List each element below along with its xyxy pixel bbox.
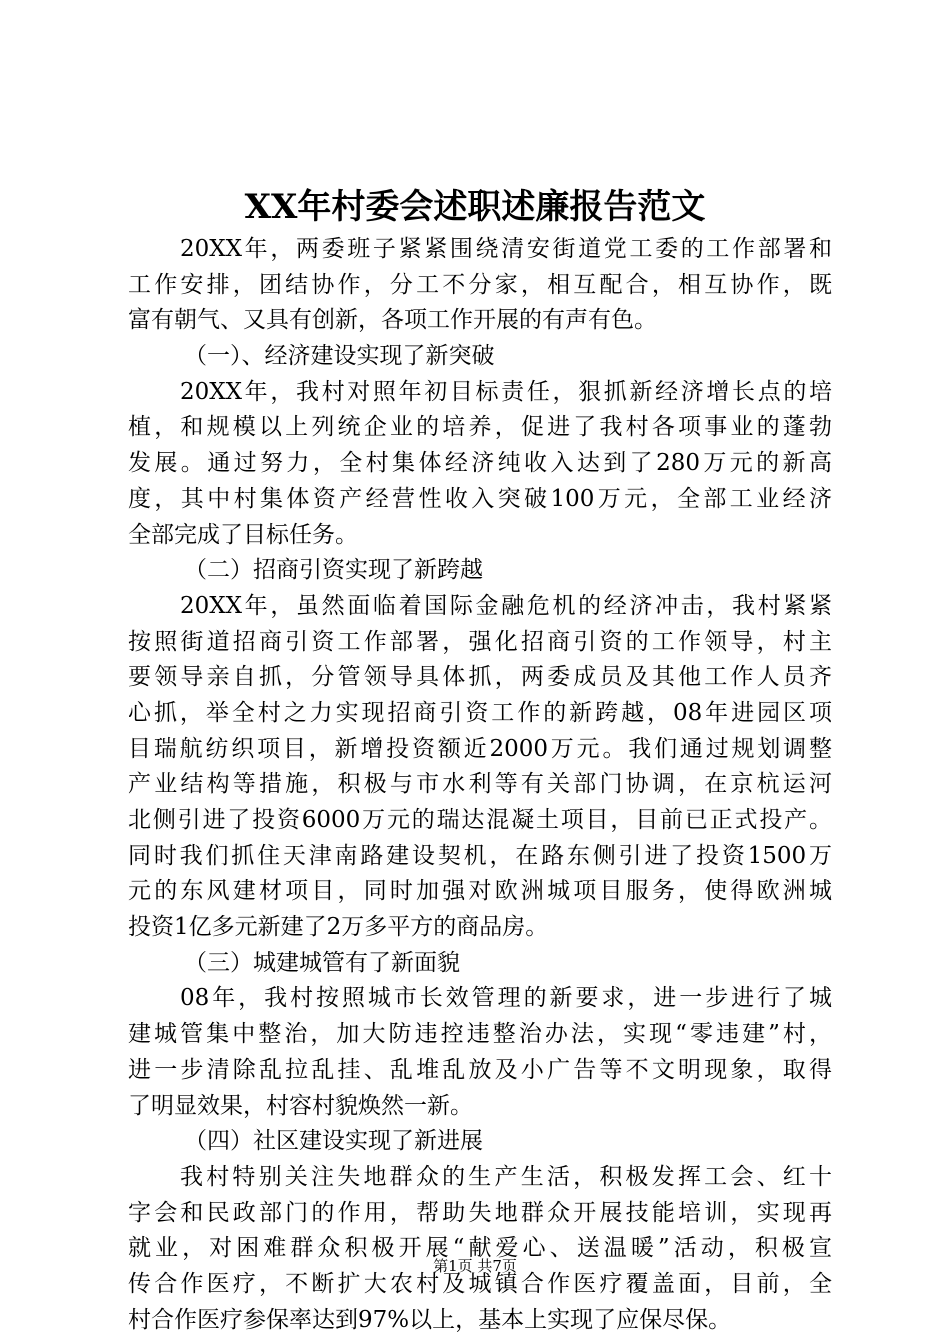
paragraph-line: 村合作医疗参保率达到97%以上，基本上实现了应保尽保。 <box>128 1306 732 1333</box>
paragraph-line: 北侧引进了投资6000万元的瑞达混凝土项目，目前已正式投产。 <box>128 807 832 833</box>
paragraph-line: 富有朝气、又具有创新，各项工作开展的有声有色。 <box>128 307 657 334</box>
paragraph-line: 投资1亿多元新建了2万多平方的商品房。 <box>128 914 549 941</box>
paragraph-line: 进一步清除乱拉乱挂、乱堆乱放及小广告等不文明现象，取得 <box>128 1056 832 1083</box>
paragraph-line: 字会和民政部门的作用，帮助失地群众开展技能培训，实现再 <box>128 1199 832 1226</box>
section-heading: （三）城建城管有了新面貌 <box>184 949 460 976</box>
paragraph-line: 产业结构等措施，积极与市水利等有关部门协调，在京杭运河 <box>128 771 832 798</box>
document-body <box>128 232 832 1338</box>
paragraph-line: 心抓，举全村之力实现招商引资工作的新跨越，08年进园区项 <box>128 699 832 726</box>
paragraph-line: 我村特别关注失地群众的生产生活，积极发挥工会、红十 <box>180 1163 832 1190</box>
paragraph-line: 20XX年，虽然面临着国际金融危机的经济冲击，我村紧紧 <box>180 592 832 619</box>
section-heading: （二）招商引资实现了新跨越 <box>184 557 483 584</box>
paragraph-line: 植，和规模以上列统企业的培养，促进了我村各项事业的蓬勃 <box>128 414 832 441</box>
paragraph-line: 20XX年，我村对照年初目标责任，狠抓新经济增长点的培 <box>180 378 832 405</box>
paragraph-line: 度，其中村集体资产经营性收入突破100万元，全部工业经济 <box>128 485 832 512</box>
paragraph-line: 全部完成了目标任务。 <box>128 521 358 548</box>
paragraph-line: 要领导亲自抓，分管领导具体抓，两委成员及其他工作人员齐 <box>128 664 832 691</box>
page-number-footer: 第1页 共7页 <box>433 1257 517 1275</box>
paragraph-line: 目瑞航纺织项目，新增投资额近2000万元。我们通过规划调整 <box>128 735 832 762</box>
paragraph-line: 20XX年，两委班子紧紧围绕清安街道党工委的工作部署和 <box>180 236 832 262</box>
paragraph-line: 发展。通过努力，全村集体经济纯收入达到了280万元的新高 <box>128 450 832 477</box>
paragraph-line: 元的东风建材项目，同时加强对欧洲城项目服务，使得欧洲城 <box>128 878 832 905</box>
section-heading: （一）、经济建设实现了新突破 <box>184 343 495 370</box>
paragraph-line: 08年，我村按照城市长效管理的新要求，进一步进行了城 <box>180 985 832 1012</box>
paragraph-line: 建城管集中整治，加大防违控违整治办法，实现“零违建”村， <box>128 1021 832 1048</box>
document-title: XX年村委会述职述廉报告范文 <box>244 187 706 227</box>
paragraph-line: 传合作医疗，不断扩大农村及城镇合作医疗覆盖面，目前，全 <box>128 1270 832 1297</box>
section-heading: （四）社区建设实现了新进展 <box>184 1128 483 1155</box>
paragraph-line: 就业，对困难群众积极开展“献爱心、送温暖”活动，积极宣 <box>128 1235 832 1262</box>
paragraph-line: 按照街道招商引资工作部署，强化招商引资的工作领导，村主 <box>128 628 832 655</box>
paragraph-line: 了明显效果，村容村貌焕然一新。 <box>128 1092 473 1119</box>
paragraph-line: 同时我们抓住天津南路建设契机，在路东侧引进了投资1500万 <box>128 842 832 869</box>
paragraph-line: 工作安排，团结协作，分工不分家，相互配合，相互协作，既 <box>128 271 832 298</box>
